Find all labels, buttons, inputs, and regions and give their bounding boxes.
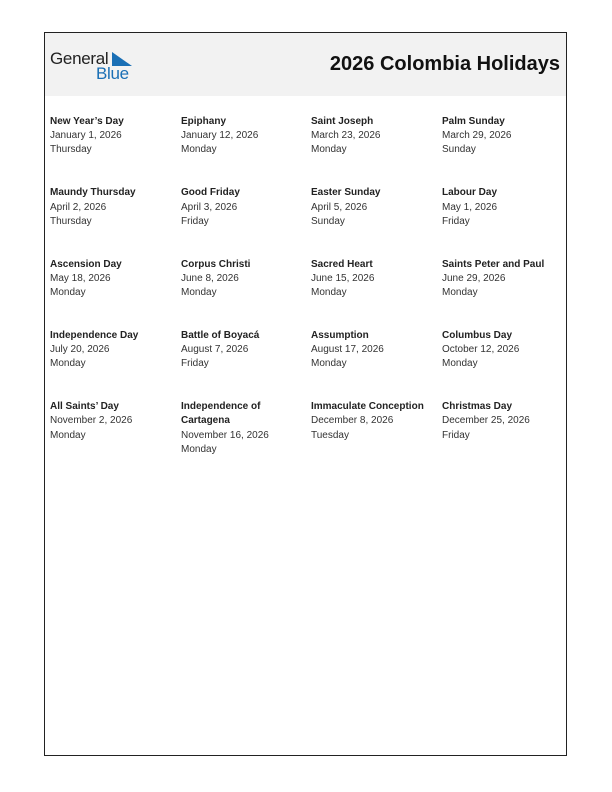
holiday-date: January 12, 2026	[181, 130, 259, 142]
holiday-date: June 29, 2026	[442, 272, 506, 284]
holiday-name: Sacred Heart	[311, 258, 373, 270]
holiday-date: August 17, 2026	[311, 344, 384, 356]
holiday-weekday: Thursday	[50, 144, 92, 156]
holiday-weekday: Monday	[50, 358, 86, 370]
holiday-entry	[442, 258, 566, 329]
holiday-entry	[50, 400, 181, 471]
holiday-weekday: Monday	[442, 287, 478, 298]
page-title: 2026 Colombia Holidays	[329, 53, 560, 75]
holiday-date: August 7, 2026	[181, 344, 249, 356]
holiday-date: October 12, 2026	[442, 344, 520, 356]
holiday-entry	[181, 400, 311, 471]
holiday-date: January 1, 2026	[50, 130, 122, 142]
holiday-name: Assumption	[311, 329, 369, 341]
holiday-date: December 8, 2026	[311, 415, 394, 427]
holiday-date: April 5, 2026	[311, 201, 368, 213]
holiday-weekday: Monday	[311, 287, 347, 298]
logo	[50, 49, 140, 85]
holiday-weekday: Monday	[311, 144, 347, 156]
holiday-entry	[311, 400, 442, 471]
holiday-name: Columbus Day	[442, 329, 513, 341]
holiday-weekday: Monday	[181, 443, 217, 455]
holiday-name: Immaculate Conception	[311, 401, 424, 413]
holiday-date: May 1, 2026	[442, 201, 498, 213]
holiday-date: May 18, 2026	[50, 272, 111, 284]
holiday-entry	[181, 329, 311, 400]
holiday-date: December 25, 2026	[442, 415, 530, 427]
holiday-date: July 20, 2026	[50, 344, 110, 356]
holiday-weekday: Thursday	[50, 215, 92, 227]
holiday-name: Independence of Cartagena	[181, 401, 261, 427]
holiday-entry	[311, 186, 442, 257]
holiday-entry	[442, 115, 566, 186]
holiday-name: Saints Peter and Paul	[442, 258, 545, 270]
holiday-entry	[311, 258, 442, 329]
holiday-entry	[442, 400, 566, 471]
holiday-date: March 23, 2026	[311, 130, 381, 142]
holiday-name: Epiphany	[181, 116, 227, 127]
page-frame	[44, 32, 567, 756]
holiday-weekday: Monday	[311, 358, 347, 370]
holiday-entry	[311, 329, 442, 400]
holiday-weekday: Friday	[442, 429, 470, 441]
holiday-name: Independence Day	[50, 329, 139, 341]
holiday-weekday: Monday	[181, 144, 217, 156]
holiday-weekday: Sunday	[311, 215, 345, 227]
holiday-name: Good Friday	[181, 187, 240, 199]
holiday-entry	[50, 186, 181, 257]
holiday-name: All Saints’ Day	[50, 401, 119, 413]
holiday-entry	[181, 258, 311, 329]
holiday-date: April 2, 2026	[50, 201, 107, 213]
holiday-date: April 3, 2026	[181, 201, 238, 213]
holiday-weekday: Tuesday	[311, 429, 349, 441]
holiday-weekday: Friday	[181, 358, 209, 370]
holiday-weekday: Friday	[442, 215, 470, 227]
holiday-name: Ascension Day	[50, 258, 122, 270]
holiday-grid	[50, 115, 566, 471]
holiday-weekday: Monday	[181, 287, 217, 298]
holiday-weekday: Monday	[442, 358, 478, 370]
holiday-name: Labour Day	[442, 187, 498, 199]
holiday-name: Christmas Day	[442, 401, 513, 413]
holiday-name: Saint Joseph	[311, 116, 374, 127]
logo-word-blue: Blue	[96, 64, 129, 83]
holiday-entry	[442, 329, 566, 400]
holiday-name: Battle of Boyacá	[181, 329, 260, 341]
holiday-name: Easter Sunday	[311, 187, 381, 199]
holiday-entry	[311, 115, 442, 186]
holiday-date: June 8, 2026	[181, 272, 239, 284]
holiday-name: Maundy Thursday	[50, 187, 136, 199]
holiday-date: March 29, 2026	[442, 130, 512, 142]
holiday-weekday: Friday	[181, 215, 209, 227]
holiday-entry	[442, 186, 566, 257]
holiday-date: June 15, 2026	[311, 272, 375, 284]
holiday-entry	[181, 186, 311, 257]
holiday-entry	[181, 115, 311, 186]
holiday-entry	[50, 115, 181, 186]
logo-word-general: General	[50, 49, 109, 68]
holiday-date: November 2, 2026	[50, 415, 133, 427]
holiday-weekday: Monday	[50, 287, 86, 298]
holiday-date: November 16, 2026	[181, 429, 269, 441]
holiday-weekday: Monday	[50, 429, 86, 441]
holiday-name: Corpus Christi	[181, 258, 251, 270]
holiday-weekday: Sunday	[442, 144, 476, 156]
header	[45, 33, 566, 96]
holiday-entry	[50, 258, 181, 329]
holiday-name: New Year’s Day	[50, 116, 124, 127]
holiday-name: Palm Sunday	[442, 116, 505, 127]
holiday-entry	[50, 329, 181, 400]
